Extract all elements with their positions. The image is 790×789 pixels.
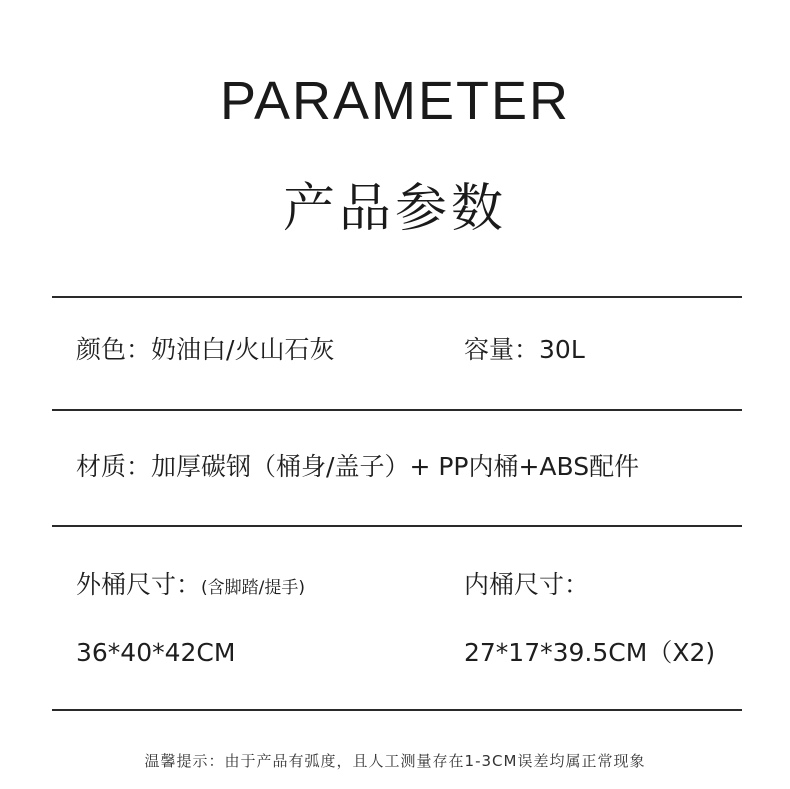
divider-top [52,296,742,298]
color-value: 奶油白/火山石灰 [151,335,335,364]
outer-size-value: 36*40*42CM [76,638,236,667]
inner-size-label: 内桶尺寸： [464,570,590,599]
title-cn: 产品参数 [282,179,507,239]
color-row [76,337,334,362]
outer-size-row [76,572,305,597]
title-en: PARAMETER [219,71,571,131]
inner-size-value: 27*17*39.5CM（X2) [464,638,716,667]
divider-2 [52,409,742,411]
material-row [76,454,639,479]
capacity-label: 容量： [464,335,540,364]
outer-size-label: 外桶尺寸： [76,570,202,599]
footnote: 温馨提示：由于产品有弧度，且人工测量存在1-3CM误差均属正常现象 [144,752,646,770]
material-label: 材质： [76,452,152,481]
divider-bottom [52,709,742,711]
capacity-value: 30L [539,335,585,364]
material-value: 加厚碳钢（桶身/盖子）+ PP内桶+ABS配件 [151,452,640,481]
capacity-row [464,337,585,362]
color-label: 颜色： [76,335,152,364]
inner-size-row [464,572,589,597]
outer-size-note: (含脚踏/提手) [201,578,306,598]
divider-3 [52,525,742,527]
